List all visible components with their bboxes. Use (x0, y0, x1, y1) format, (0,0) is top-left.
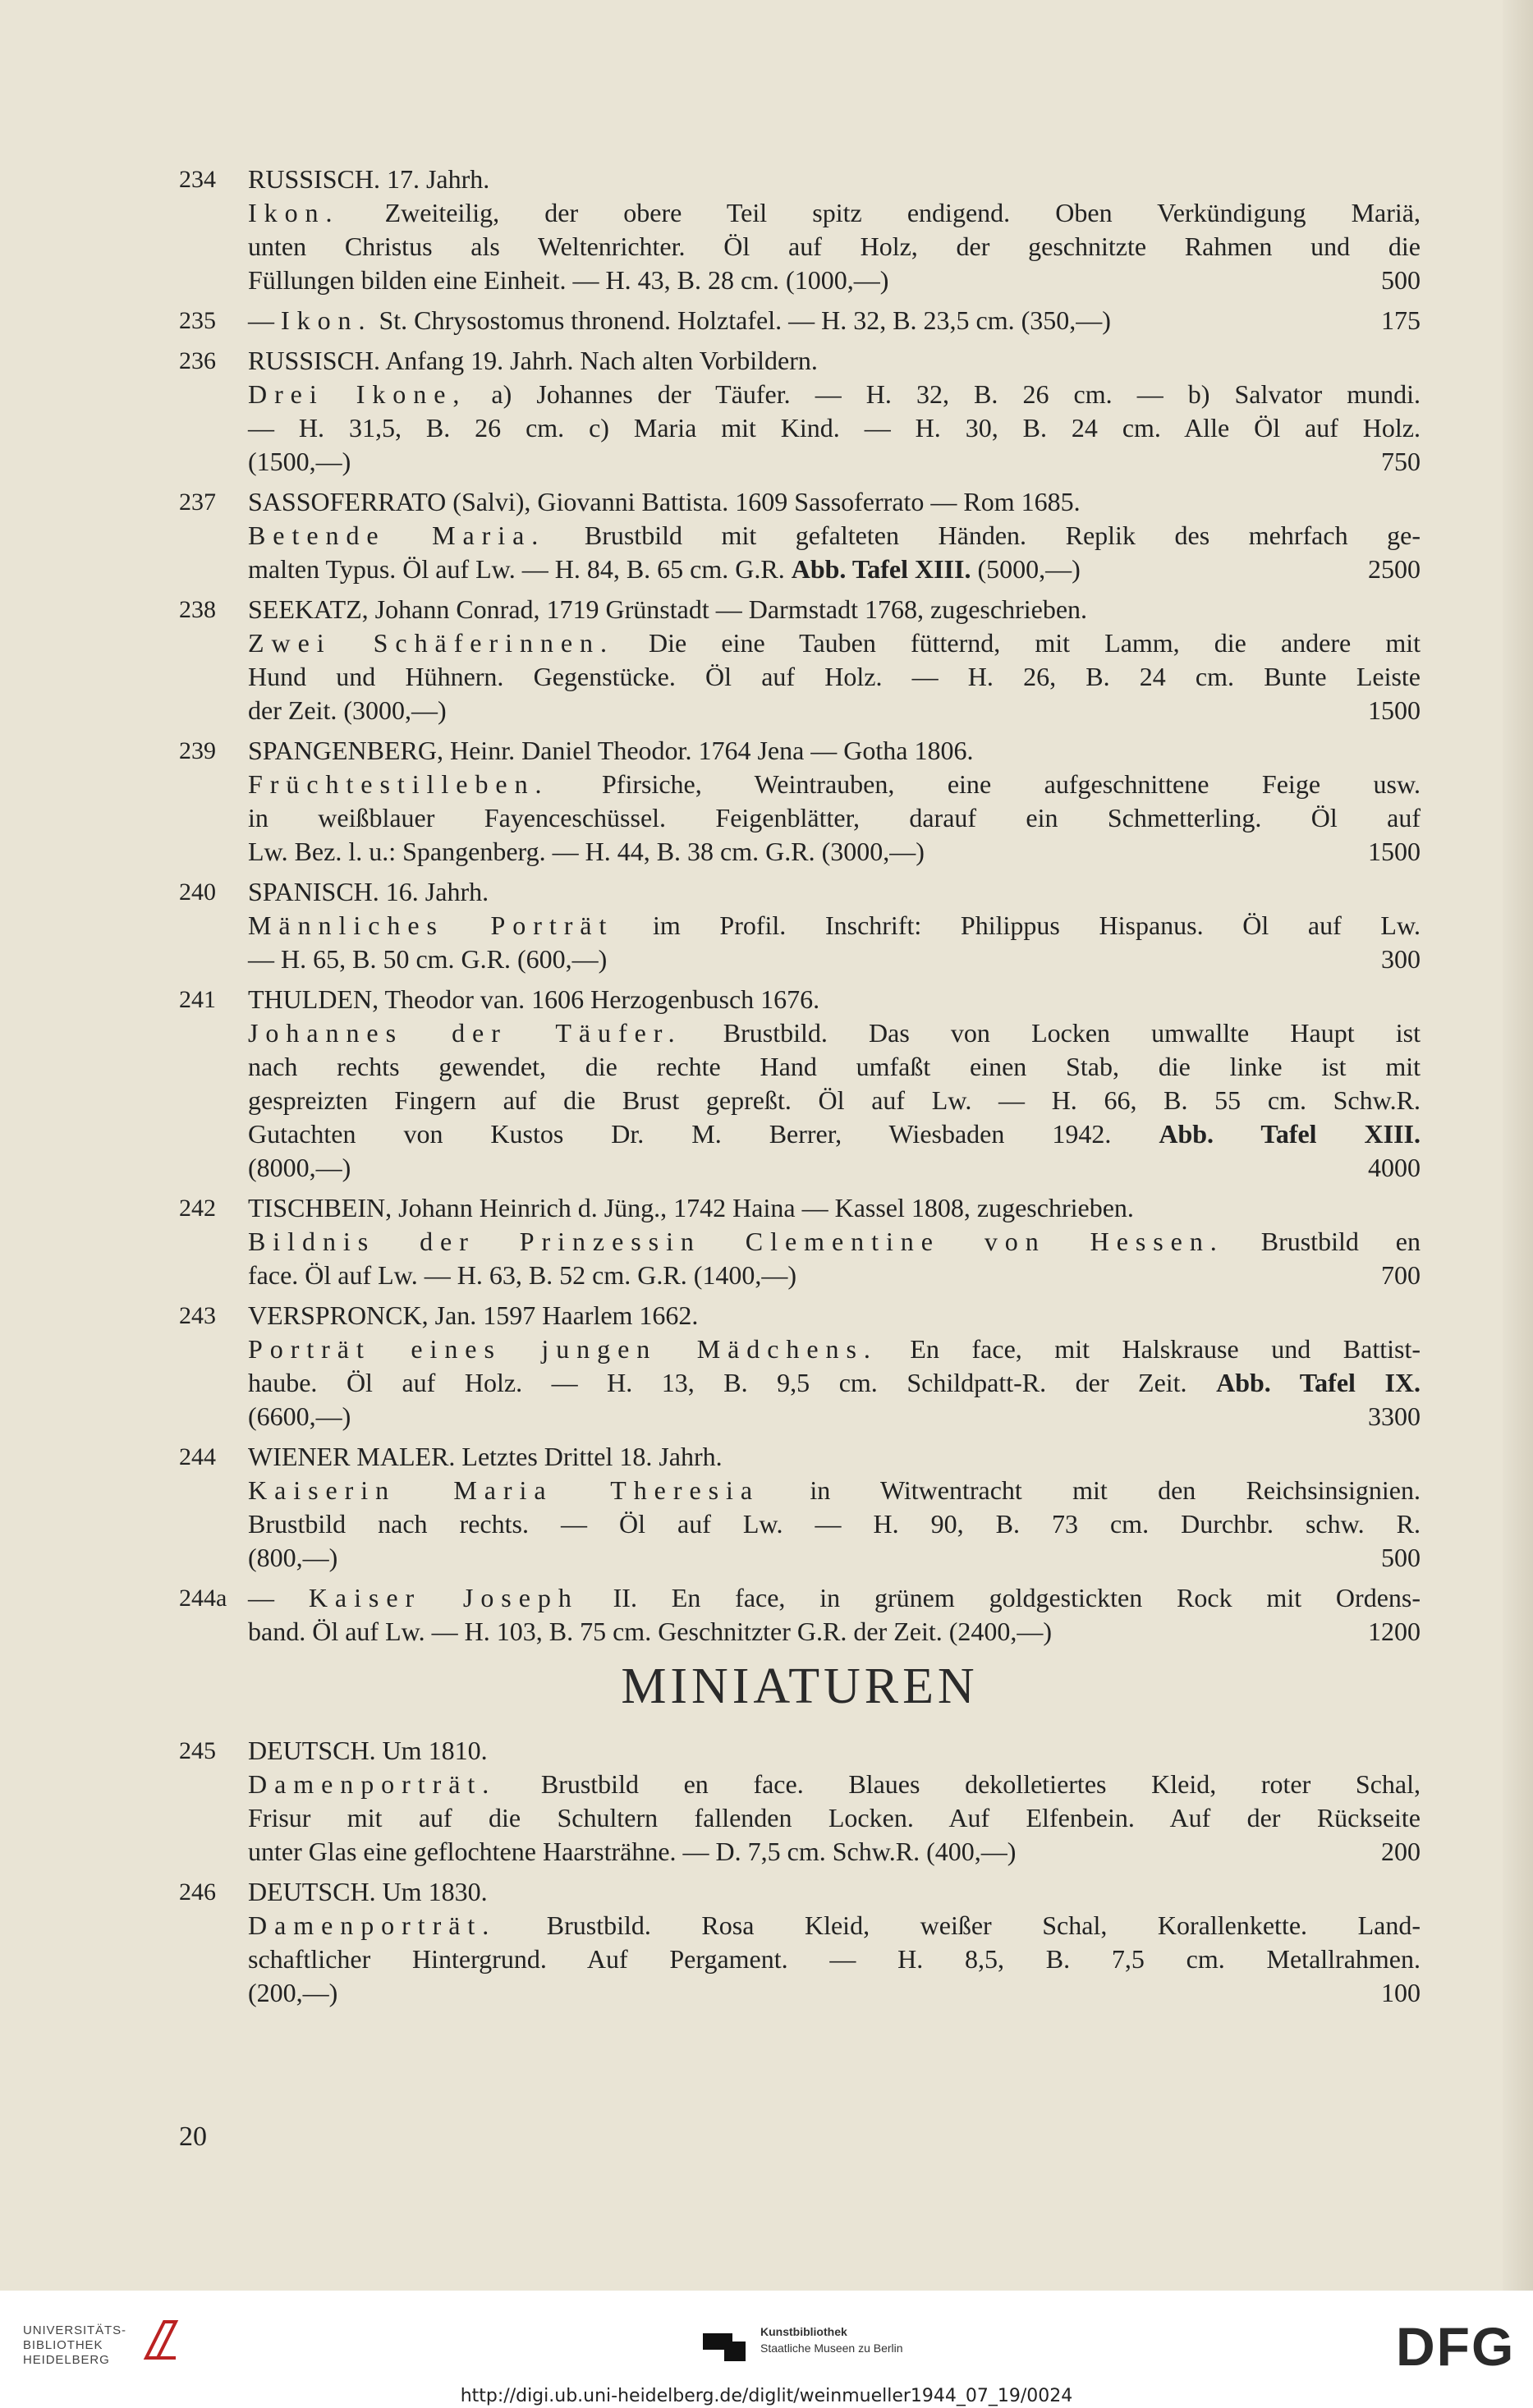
estimate-text (248, 694, 447, 727)
estimate-text (248, 264, 888, 297)
entry-text: Füllungen bilden eine Einheit. — H. 43, B. 28 cm. (1000,—) (248, 265, 889, 295)
catalogue-entry (179, 304, 1421, 337)
entry-text: in Witwentracht mit den Reichsinsignien. (760, 1475, 1421, 1505)
entry-line (248, 1225, 1421, 1259)
spaced-title-text: Betende Maria. (248, 521, 546, 550)
entry-text: TISCHBEIN, Johann Heinrich d. Jüng., 1742 Haina — Kassel 1808, zugeschrieben. (248, 1193, 1134, 1222)
spaced-title-text: Damenporträt. (248, 1769, 497, 1799)
catalogue-entry (179, 1299, 1421, 1433)
spaced-title-text: Drei Ikone, (248, 379, 467, 409)
entry-text: SPANGENBERG, Heinr. Daniel Theodor. 1764 Jena — Gotha 1806. (248, 736, 974, 765)
estimate-line (248, 835, 1421, 869)
section-heading-wrap (179, 1658, 1421, 1714)
lot-number: 240 (179, 878, 216, 906)
estimate-line (248, 553, 1421, 586)
entry-line (248, 1768, 1421, 1801)
entry-text: En face, mit Halskrause und Battist- (877, 1334, 1421, 1364)
page-number: 20 (179, 2121, 207, 2152)
entry-text: band. Öl auf Lw. — H. 103, B. 75 cm. Geschnitzter G.R. der Zeit. (2400,—) (248, 1617, 1053, 1646)
entry-line (248, 163, 1421, 196)
entry-text: RUSSISCH. 17. Jahrh. (248, 164, 490, 194)
catalogue-entry (179, 485, 1421, 586)
entry-body (248, 1299, 1421, 1433)
entry-body (248, 163, 1421, 297)
entry-text: a) Johannes der Täufer. — H. 32, B. 26 cm. — b) Salvator mundi. (466, 379, 1421, 409)
entry-text: nach rechts gewendet, die rechte Hand umfaßt einen Stab, die linke ist mit (248, 1052, 1421, 1081)
entry-body (248, 1581, 1421, 1649)
estimate-text (248, 943, 607, 976)
lot-number: 243 (179, 1302, 216, 1329)
estimate-text (248, 1151, 351, 1185)
entry-line (248, 1909, 1421, 1942)
spaced-title-text: Zwei Schäferinnen. (248, 628, 614, 658)
price: 2500 (1368, 554, 1421, 584)
catalogue-entry (179, 163, 1421, 297)
catalogue-entry (179, 1875, 1421, 2010)
catalogue-entry (179, 734, 1421, 869)
entry-text: VERSPRONCK, Jan. 1597 Haarlem 1662. (248, 1300, 699, 1330)
entry-text: WIENER MALER. Letztes Drittel 18. Jahrh. (248, 1442, 723, 1471)
entry-line (248, 519, 1421, 553)
entry-line (248, 1734, 1421, 1768)
entry-body (248, 1734, 1421, 1869)
university-seal-icon (140, 2317, 182, 2363)
entry-text: Pfirsiche, Weintrauben, eine aufgeschnittene Feige usw. (548, 769, 1421, 799)
price: 500 (1381, 1543, 1421, 1572)
miniature-entries (179, 1734, 1421, 2010)
estimate-text (248, 1835, 1016, 1869)
entry-text: (5000,—) (971, 554, 1081, 584)
entry-text: SPANISCH. 16. Jahrh. (248, 877, 489, 906)
entry-text: (800,—) (248, 1543, 338, 1572)
estimate-text (248, 1400, 351, 1433)
spaced-title-text: Männliches Porträt (248, 910, 614, 940)
footer (0, 2291, 1533, 2408)
entry-text: Brustbild en face. Blaues dekolletiertes Kleid, roter Schal, (496, 1769, 1421, 1799)
page-edge-shadow (1503, 0, 1533, 2291)
spaced-title-text: Früchtestilleben. (248, 769, 549, 799)
entry-line (248, 1016, 1421, 1050)
entry-text: Gutachten von Kustos Dr. M. Berrer, Wiesbaden 1942. (248, 1119, 1159, 1149)
lot-number: 235 (179, 307, 216, 334)
price: 3300 (1368, 1401, 1421, 1431)
entry-text: (6600,—) (248, 1401, 351, 1431)
entry-text: Brustbild. Das von Locken umwallte Haupt ist (682, 1018, 1421, 1048)
price: 750 (1381, 447, 1421, 476)
entry-text: (1500,—) (248, 447, 351, 476)
spaced-title-text: Kaiserin Maria Theresia (248, 1475, 760, 1505)
kunstbibliothek-label[interactable] (760, 2323, 903, 2356)
lot-number: 238 (179, 596, 216, 623)
university-logo-line: UNIVERSITÄTS- (23, 2323, 126, 2337)
catalogue-entry (179, 593, 1421, 727)
entry-text: Hund und Hühnern. Gegenstücke. Öl auf Holz. — H. 26, B. 24 cm. Bunte Leiste (248, 662, 1421, 691)
entry-body (248, 875, 1421, 976)
entry-line (248, 230, 1421, 264)
entry-text: Zweiteilig, der obere Teil spitz endigend. Oben Verkündigung Mariä, (339, 198, 1421, 227)
entry-line (248, 344, 1421, 378)
entry-line (248, 1084, 1421, 1117)
estimate-text (248, 1541, 337, 1575)
source-url-link[interactable]: http://digi.ub.uni-heidelberg.de/diglit/weinmueller1944_07_19/0024 (460, 2386, 1073, 2406)
entry-text: der Zeit. (3000,—) (248, 695, 447, 725)
entry-text: II. En face, in grünem goldgestickten Rock mit Ordens- (578, 1583, 1421, 1612)
entry-line (248, 1474, 1421, 1507)
entry-body (248, 1875, 1421, 2010)
lot-number: 241 (179, 986, 216, 1013)
estimate-line (248, 1151, 1421, 1185)
spaced-title-text: Bildnis der Prinzessin Clementine von Hessen. (248, 1227, 1224, 1256)
entry-text: haube. Öl auf Holz. — H. 13, B. 9,5 cm. Schildpatt-R. der Zeit. (248, 1368, 1217, 1397)
estimate-line (248, 445, 1421, 479)
entry-body (248, 344, 1421, 479)
price: 700 (1381, 1260, 1421, 1290)
section-heading: MINIATUREN (621, 1658, 979, 1714)
estimate-line (248, 1259, 1421, 1292)
price: 300 (1381, 944, 1421, 974)
price: 200 (1381, 1837, 1421, 1866)
lot-number: 244 (179, 1443, 216, 1470)
entry-line (248, 983, 1421, 1016)
entry-text: face. Öl auf Lw. — H. 63, B. 52 cm. G.R. (1400,—) (248, 1260, 797, 1290)
catalogue-entry (179, 983, 1421, 1185)
entry-line (248, 1801, 1421, 1835)
entry-line (248, 411, 1421, 445)
estimate-text (248, 304, 1111, 337)
spaced-title-text: Ikon. (281, 305, 373, 335)
entry-text: malten Typus. Öl auf Lw. — H. 84, B. 65 cm. G.R. (248, 554, 792, 584)
estimate-text (248, 553, 1081, 586)
entry-line (248, 1942, 1421, 1976)
estimate-line (248, 1835, 1421, 1869)
university-logo-line: BIBLIOTHEK (23, 2338, 103, 2352)
estimate-line (248, 1615, 1421, 1649)
price: 1500 (1368, 837, 1421, 866)
entry-text: THULDEN, Theodor van. 1606 Herzogenbusch 1676. (248, 984, 820, 1014)
entry-line (248, 1299, 1421, 1332)
estimate-line (248, 1541, 1421, 1575)
lot-number: 237 (179, 488, 216, 516)
entry-body (248, 593, 1421, 727)
entry-text: unten Christus als Weltenrichter. Öl auf Holz, der geschnitzte Rahmen und die (248, 232, 1421, 261)
entry-text: im Profil. Inschrift: Philippus Hispanus. Öl auf Lw. (613, 910, 1421, 940)
entry-line (248, 1332, 1421, 1366)
entry-line (248, 801, 1421, 835)
entry-line (248, 1050, 1421, 1084)
entry-text: RUSSISCH. Anfang 19. Jahrh. Nach alten Vorbildern. (248, 346, 818, 375)
entry-text: — (248, 1583, 309, 1612)
spaced-title-text: Porträt eines jungen Mädchens. (248, 1334, 878, 1364)
catalogue-entry (179, 1581, 1421, 1649)
estimate-line (248, 264, 1421, 297)
entry-text: DEUTSCH. Um 1830. (248, 1877, 488, 1906)
entry-text: SEEKATZ, Johann Conrad, 1719 Grünstadt — Darmstadt 1768, zugeschrieben. (248, 594, 1088, 624)
estimate-line (248, 694, 1421, 727)
university-logo-line: HEIDELBERG (23, 2353, 110, 2367)
entry-text: Frisur mit auf die Schultern fallenden Locken. Auf Elfenbein. Auf der Rückseite (248, 1803, 1421, 1832)
spaced-title-text: Johannes der Täufer. (248, 1018, 682, 1048)
catalogue-entry (179, 875, 1421, 976)
lot-number: 242 (179, 1195, 216, 1222)
entry-text: (8000,—) (248, 1153, 351, 1182)
university-library-logo[interactable] (23, 2323, 126, 2368)
catalogue-entry (179, 1440, 1421, 1575)
entry-text: in weißblauer Fayenceschüssel. Feigenblätter, darauf ein Schmetterling. Öl auf (248, 803, 1421, 832)
entry-text: St. Chrysostomus thronend. Holztafel. — H. 32, B. 23,5 cm. (350,—) (372, 305, 1111, 335)
lot-number: 236 (179, 347, 216, 374)
lot-number: 244a (179, 1585, 227, 1612)
entry-line (248, 734, 1421, 768)
entry-line (248, 1507, 1421, 1541)
estimate-text (248, 1976, 337, 2010)
catalogue-entry (179, 344, 1421, 479)
entry-text: Brustbild en (1223, 1227, 1421, 1256)
catalogue-entry (179, 1191, 1421, 1292)
entry-body (248, 1440, 1421, 1575)
entry-line (248, 909, 1421, 943)
entry-text: gespreizten Fingern auf die Brust gepreßt. Öl auf Lw. — H. 66, B. 55 cm. Schw.R. (248, 1085, 1421, 1115)
entry-text: Brustbild mit gefalteten Händen. Replik des mehrfach ge- (545, 521, 1421, 550)
lot-number: 239 (179, 737, 216, 764)
estimate-line (248, 943, 1421, 976)
entry-line (248, 1366, 1421, 1400)
entry-line (248, 875, 1421, 909)
entry-line (248, 1117, 1421, 1151)
entry-line (248, 626, 1421, 660)
estimate-text (248, 835, 925, 869)
entry-text: Brustbild nach rechts. — Öl auf Lw. — H. 90, B. 73 cm. Durchbr. schw. R. (248, 1509, 1421, 1539)
entry-line (248, 196, 1421, 230)
entry-line (248, 1440, 1421, 1474)
price: 100 (1381, 1978, 1421, 2007)
entry-body (248, 983, 1421, 1185)
lot-number: 245 (179, 1737, 216, 1764)
entry-text: SASSOFERRATO (Salvi), Giovanni Battista. 1609 Sassoferrato — Rom 1685. (248, 487, 1081, 516)
spaced-title-text: Damenporträt. (248, 1910, 497, 1940)
entry-body (248, 734, 1421, 869)
estimate-line (248, 304, 1421, 337)
estimate-text (248, 1259, 796, 1292)
price: 175 (1381, 305, 1421, 335)
price: 1500 (1368, 695, 1421, 725)
plate-reference: Abb. Tafel IX. (1216, 1368, 1421, 1397)
entry-text: DEUTSCH. Um 1810. (248, 1736, 488, 1765)
entry-text: — H. 65, B. 50 cm. G.R. (600,—) (248, 944, 608, 974)
entry-text: schaftlicher Hintergrund. Auf Pergament. — H. 8,5, B. 7,5 cm. Metallrahmen. (248, 1944, 1421, 1974)
price: 4000 (1368, 1153, 1421, 1182)
lot-number: 246 (179, 1878, 216, 1906)
entry-body (248, 304, 1421, 337)
entry-text: Brustbild. Rosa Kleid, weißer Schal, Korallenkette. Land- (496, 1910, 1421, 1940)
kunstbibliothek-logo-icon (700, 2325, 749, 2364)
entry-line (248, 1191, 1421, 1225)
entry-body (248, 1191, 1421, 1292)
estimate-line (248, 1400, 1421, 1433)
catalogue-entries (179, 163, 1421, 2016)
entry-line (248, 1875, 1421, 1909)
kunstbibliothek-subtitle: Staatliche Museen zu Berlin (760, 2341, 903, 2355)
estimate-text (248, 445, 351, 479)
dfg-logo[interactable]: DFG (1396, 2316, 1516, 2377)
catalogue-entry (179, 1734, 1421, 1869)
entry-text: — (248, 305, 281, 335)
entry-text: Die eine Tauben fütternd, mit Lamm, die andere mit (613, 628, 1421, 658)
entry-line (248, 768, 1421, 801)
lot-number: 234 (179, 166, 216, 193)
spaced-title-text: Ikon. (248, 198, 340, 227)
plate-reference: Abb. Tafel XIII. (791, 554, 971, 584)
kunstbibliothek-title: Kunstbibliothek (760, 2325, 847, 2338)
price: 500 (1381, 265, 1421, 295)
entry-line (248, 593, 1421, 626)
entry-body (248, 485, 1421, 586)
entry-text: unter Glas eine geflochtene Haarsträhne. — D. 7,5 cm. Schw.R. (400,—) (248, 1837, 1017, 1866)
entry-line (248, 1581, 1421, 1615)
price: 1200 (1368, 1617, 1421, 1646)
painting-entries (179, 163, 1421, 1649)
estimate-text (248, 1615, 1052, 1649)
entry-line (248, 485, 1421, 519)
entry-text: Lw. Bez. l. u.: Spangenberg. — H. 44, B. 38 cm. G.R. (3000,—) (248, 837, 925, 866)
estimate-line (248, 1976, 1421, 2010)
spaced-title-text: Kaiser Joseph (308, 1583, 579, 1612)
entry-line (248, 378, 1421, 411)
entry-text: (200,—) (248, 1978, 338, 2007)
entry-text: — H. 31,5, B. 26 cm. c) Maria mit Kind. — H. 30, B. 24 cm. Alle Öl auf Holz. (248, 413, 1421, 443)
plate-reference: Abb. Tafel XIII. (1159, 1119, 1421, 1149)
entry-line (248, 660, 1421, 694)
